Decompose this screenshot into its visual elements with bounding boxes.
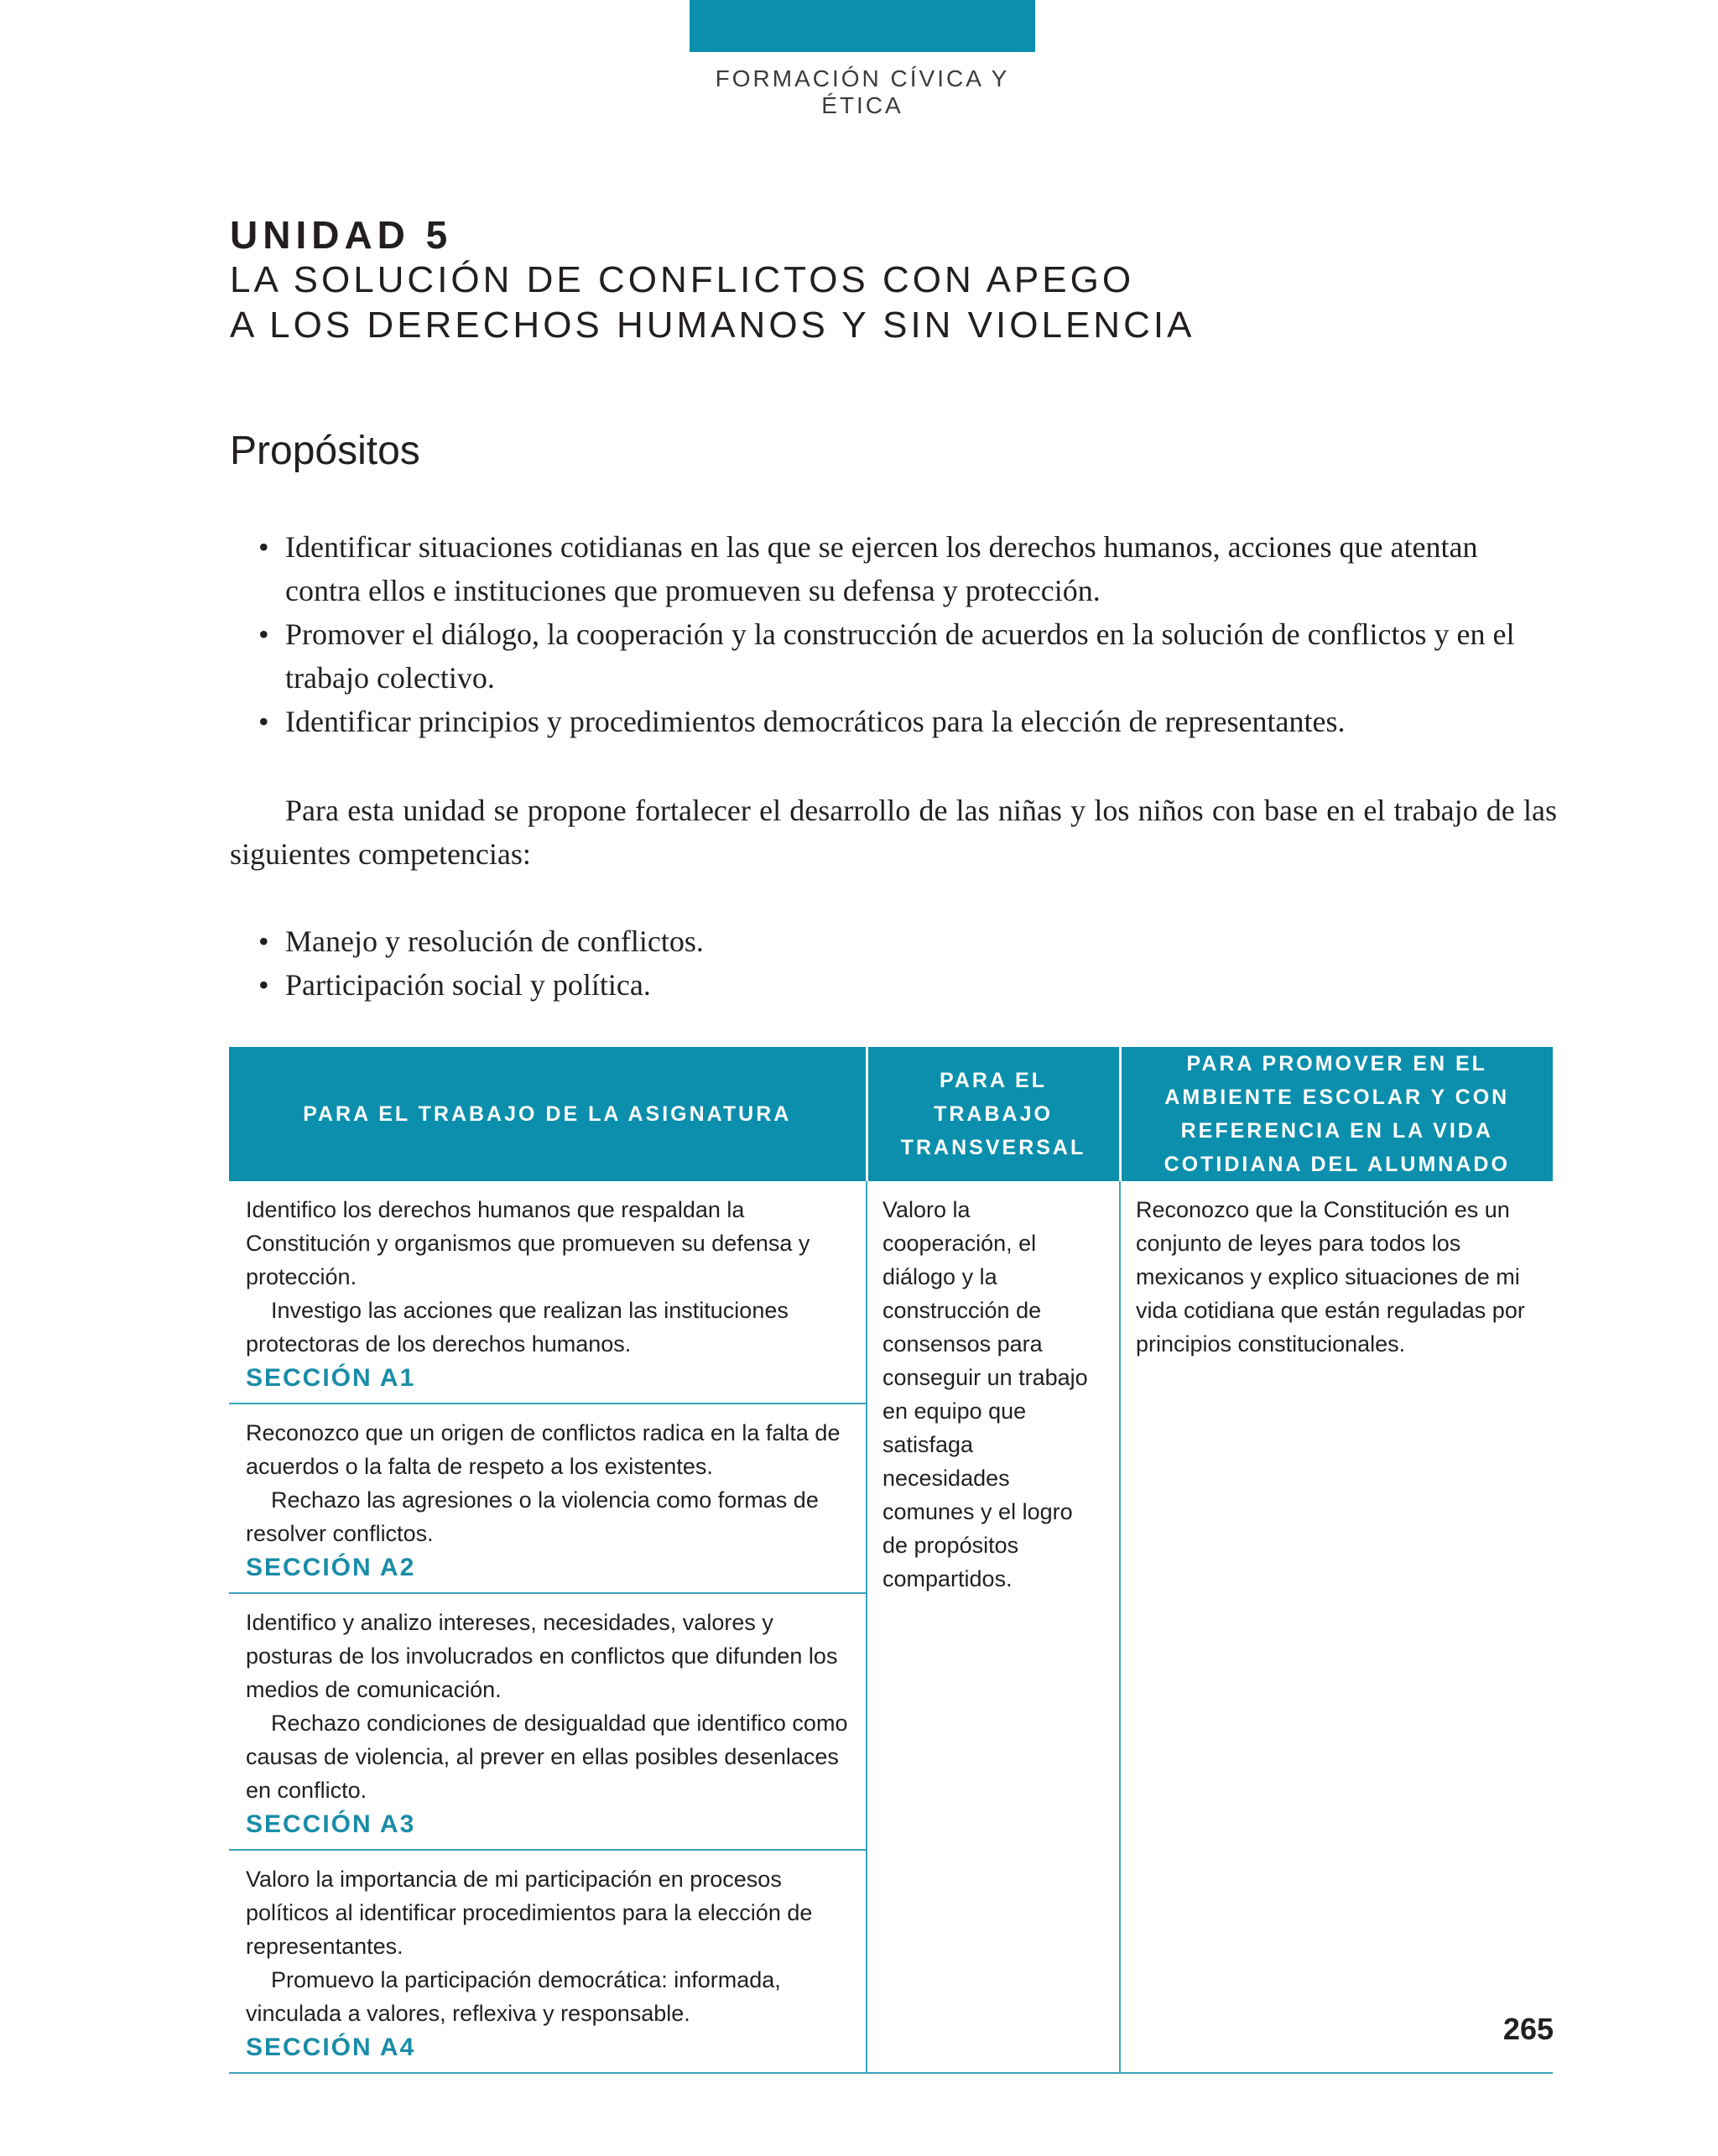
asignatura-text: Identifico y analizo intereses, necesidades, valores y posturas de los involucrados en conflictos que difunden los medios de comunicación.	[246, 1610, 838, 1702]
unit-label: UNIDAD 5	[230, 213, 453, 257]
purpose-item: • Identificar principios y procedimientos democráticos para la elección de representantes.	[230, 700, 1557, 743]
asignatura-text: Rechazo condiciones de desigualdad que identifico como causas de violencia, al prever en ellas posibles desenlaces en conflicto.	[246, 1711, 848, 1803]
asignatura-text: Rechazo las agresiones o la violencia como formas de resolver conflictos.	[246, 1487, 819, 1546]
purpose-item: • Identificar situaciones cotidianas en las que se ejercen los derechos humanos, acciones que atentan contra ellos e instituciones que promueven su defensa y protección.	[230, 525, 1557, 612]
header-transversal: PARA EL TRABAJO TRANSVERSAL	[867, 1047, 1120, 1181]
header-ambiente: PARA PROMOVER EN EL AMBIENTE ESCOLAR Y CON REFERENCIA EN LA VIDA COTIDIANA DEL ALUMNADO	[1120, 1047, 1553, 1181]
section-label: SECCIÓN A1	[246, 1364, 416, 1392]
competencies-list	[230, 919, 1557, 1007]
purpose-item: • Promover el diálogo, la cooperación y la construcción de acuerdos en la solución de conflictos y en el trabajo colectivo.	[230, 612, 1557, 700]
asignatura-text: Valoro la importancia de mi participación en procesos políticos al identificar procedimientos para la elección de representantes.	[246, 1867, 813, 1959]
section-label: SECCIÓN A2	[246, 1554, 416, 1581]
section-label: SECCIÓN A3	[246, 1810, 416, 1838]
asignatura-block-a2	[229, 1404, 866, 1594]
purposes-heading: Propósitos	[230, 429, 420, 473]
unit-title-line1: LA SOLUCIÓN DE CONFLICTOS CON APEGO	[230, 259, 1135, 300]
intro-paragraph	[230, 789, 1557, 876]
header-asignatura: PARA EL TRABAJO DE LA ASIGNATURA	[229, 1047, 867, 1181]
running-head: FORMACIÓN CÍVICA Y ÉTICA	[715, 65, 1010, 118]
section-label: SECCIÓN A4	[246, 2034, 416, 2061]
asignatura-text: Identifico los derechos humanos que respaldan la Constitución y organismos que promueven su defensa y protección.	[246, 1197, 810, 1289]
asignatura-text: Investigo las acciones que realizan las instituciones protectoras de los derechos humanos.	[246, 1298, 789, 1357]
unit-heading	[230, 212, 1195, 348]
asignatura-block-a1	[229, 1181, 866, 1404]
unit-title-line2: A LOS DERECHOS HUMANOS Y SIN VIOLENCIA	[230, 305, 1195, 346]
asignatura-text: Promuevo la participación democrática: informada, vinculada a valores, reflexiva y responsable.	[246, 1967, 781, 2026]
page-number: 265	[1502, 2012, 1554, 2046]
competency-item: • Manejo y resolución de conflictos.	[230, 919, 1557, 963]
transversal-cell: Valoro la cooperación, el diálogo y la construcción de consensos para conseguir un trabajo en equipo que satisfaga necesidades comunes y el logro de propósitos compartidos.	[867, 1181, 1120, 2073]
asignatura-block-a4	[229, 1851, 866, 2072]
competency-item: • Participación social y política.	[230, 963, 1557, 1007]
competencies-table	[229, 1047, 1553, 2074]
ambiente-cell: Reconozco que la Constitución es un conjunto de leyes para todos los mexicanos y explico situaciones de mi vida cotidiana que están reguladas por principios constitucionales.	[1120, 1181, 1553, 2073]
asignatura-cell	[229, 1181, 867, 2073]
header-accent-bar	[690, 0, 1035, 52]
asignatura-block-a3	[229, 1594, 866, 1851]
purposes-list	[230, 525, 1557, 743]
intro-text: Para esta unidad se propone fortalecer el desarrollo de las niñas y los niños con base en el trabajo de las siguientes competencias:	[230, 794, 1557, 871]
asignatura-text: Reconozco que un origen de conflictos radica en la falta de acuerdos o la falta de respeto a los existentes.	[246, 1420, 841, 1479]
